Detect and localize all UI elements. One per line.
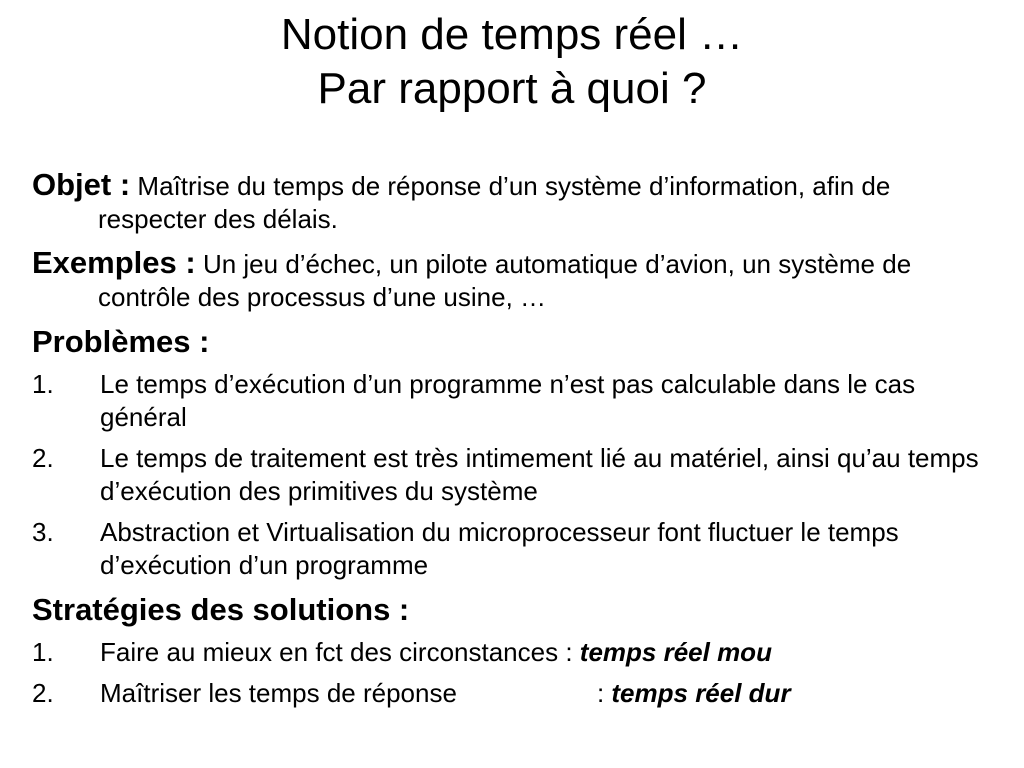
probleme-item-text: Le temps de traitement est très intimement lié au matériel, ainsi qu’au temps d’exécution des primitives du système (100, 443, 979, 506)
strategie-item-emphasis: temps réel dur (611, 678, 791, 708)
strategie-item-text: Faire au mieux en fct des circonstances : (100, 637, 580, 667)
probleme-item-1 (32, 368, 1004, 434)
strategie-item-emphasis: temps réel mou (579, 637, 772, 667)
objet-paragraph (32, 168, 1004, 236)
exemples-text: Un jeu d’échec, un pilote automatique d’avion, un système de contrôle des processus d’une usine, … (98, 249, 912, 312)
probleme-item-2 (32, 442, 1004, 508)
list-number: 1. (32, 637, 54, 667)
list-number: 2. (32, 443, 54, 473)
objet-label: Objet : (32, 167, 131, 202)
strategie-item-1 (32, 636, 1004, 669)
strategie-item-text: Maîtriser les temps de réponse (100, 678, 457, 708)
probleme-item-text: Abstraction et Virtualisation du microprocesseur font fluctuer le temps d’exécution d’un programme (100, 517, 899, 580)
exemples-paragraph (32, 246, 1004, 314)
slide-title-line-2: Par rapport à quoi ? (317, 64, 707, 113)
list-number: 2. (32, 678, 54, 708)
exemples-label: Exemples : (32, 245, 196, 280)
strategie-item-separator: : (596, 678, 612, 708)
slide-body (32, 168, 1004, 710)
objet-text: Maîtrise du temps de réponse d’un système d’information, afin de respecter des délais. (98, 171, 891, 234)
slide-title-line-1: Notion de temps réel … (280, 10, 744, 59)
list-number: 3. (32, 517, 54, 547)
probleme-item-3 (32, 516, 1004, 582)
strategie-item-2 (32, 677, 1004, 710)
slide-title (0, 8, 1024, 116)
list-number: 1. (32, 369, 54, 399)
strategies-heading: Stratégies des solutions : (32, 592, 410, 627)
probleme-item-text: Le temps d’exécution d’un programme n’est pas calculable dans le cas général (100, 369, 916, 432)
problemes-heading: Problèmes : (32, 324, 210, 359)
